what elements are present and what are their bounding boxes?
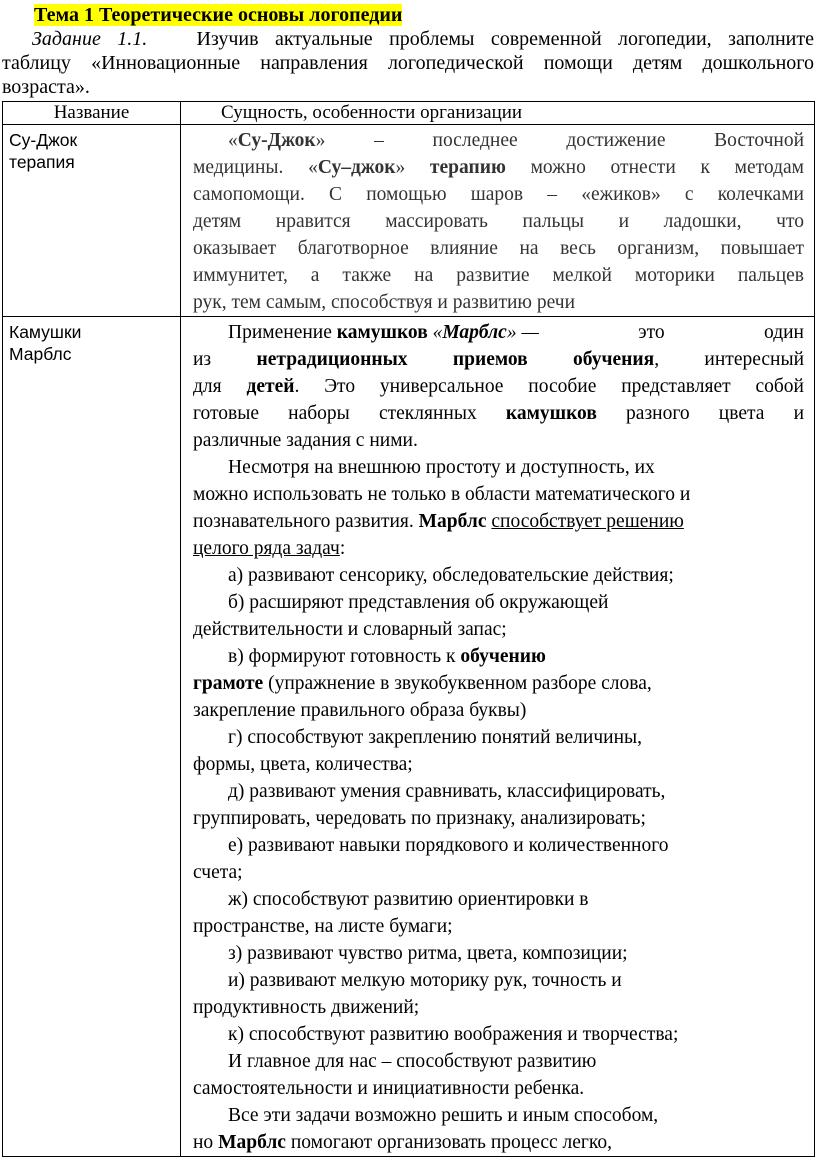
table-row <box>3 125 815 317</box>
topic-heading <box>2 4 814 27</box>
list-item: к) способствуют развитию воображения и творчества; <box>228 1024 679 1045</box>
list-item: а) развивают сенсорику, обследовательские действия; <box>228 565 674 586</box>
header-essence: Сущность, особенности организации <box>181 102 815 125</box>
innovations-table <box>2 101 815 1157</box>
task-line-1: Задание 1.1. Изучив актуальные проблемы современной логопедии, заполните <box>32 28 814 50</box>
row-desc-su-jok: «Су-Джок» – последнее достижение Восточной медицины. «Су–джок» терапию можно отнести к методам самопомощи. С помощью шаров – «ежиков» с колечками детям нравится массировать пальцы и ладошки, что оказывает благотворное влияние на весь организм, повышает иммунитет, а также на развитие мелкой моторики пальцев рук, тем самым, способствуя и развитию речи <box>181 125 815 317</box>
list-item: ж) способствуют развитию ориентировки в <box>228 889 589 910</box>
table-row <box>3 317 815 1157</box>
task-paragraph <box>2 27 814 99</box>
topic-title: Тема 1 Теоретические основы логопедии <box>34 4 403 26</box>
list-item: и) развивают мелкую моторику рук, точность и <box>228 970 622 991</box>
row-name-marbles: Камушки Марблс <box>3 317 181 1157</box>
task-line-2: таблицу «Инновационные направления логопедической помощи детям дошкольного <box>2 52 814 74</box>
table-header-row <box>3 102 815 125</box>
list-item: б) расширяют представления об окружающей <box>228 592 609 613</box>
list-item: в) формируют готовность к обучению <box>228 646 546 667</box>
row-desc-marbles: Применение камушков «Марблс» — это один из нетрадиционных приемов обучения, интересный для детей. Это универсальное пособие представляет собой готовые наборы стеклянных камушков разного цвета и различные задания с ними. Несмотря на внешнюю простоту и доступность, их можно использовать не только в области математического и познавательного развития. Марблс способствует решению целого ряда задач: а) развивают сенсорику, обследовательские действия; б) расширяют представления об окружающей действительности и словарный запас; в) формируют готовность к обучению грамоте (упражнение в звукобуквенном разборе слова, закрепление правильного образа буквы) г) способствуют закреплению понятий величины, формы, цвета, количества; д) развивают умения сравнивать, классифицировать, группировать, чередовать по признаку, анализировать; е) развивают навыки порядкового и количественного счета; ж) способствуют развитию ориентировки в пространстве, на листе бумаги; з) развивают чувство ритма, цвета, композиции; и) развивают мелкую моторику рук, точность и продуктивность движений; к) способствуют развитию воображения и творчества; И главное для нас – способствуют развитию самостоятельности и инициативности ребенка. Все эти задачи возможно решить и иным способом, но Марблс помогают организовать процесс легко, <box>181 317 815 1157</box>
list-item: д) развивают умения сравнивать, классифицировать, <box>228 781 666 802</box>
document-page <box>2 4 814 1157</box>
task-label: Задание 1.1. <box>32 28 148 50</box>
list-item: з) развивают чувство ритма, цвета, композиции; <box>228 943 628 964</box>
header-name: Название <box>3 102 181 125</box>
row-name-su-jok: Су-Джок терапия <box>3 125 181 317</box>
list-item: е) развивают навыки порядкового и количественного <box>228 835 669 856</box>
task-line-3: возраста». <box>2 76 90 98</box>
list-item: г) способствуют закреплению понятий величины, <box>228 727 642 748</box>
